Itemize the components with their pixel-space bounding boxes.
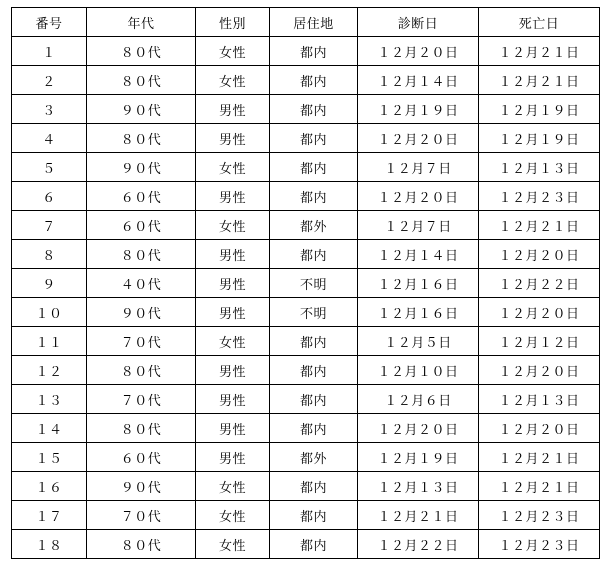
cell-sex: 男性 [196,240,270,269]
cell-diagnosis-date: １２月１０日 [358,356,479,385]
table-row [12,530,600,559]
cell-diagnosis-date: １２月２０日 [358,182,479,211]
cell-residence: 都内 [270,95,358,124]
cell-age-group: ９０代 [87,472,196,501]
cell-number: １４ [12,414,87,443]
cell-age-group: ９０代 [87,298,196,327]
table-row [12,414,600,443]
cell-number: ３ [12,95,87,124]
cell-death-date: １２月２１日 [479,472,600,501]
cell-death-date: １２月１２日 [479,327,600,356]
cell-sex: 男性 [196,124,270,153]
cell-number: ２ [12,66,87,95]
header-diagnosis-date: 診断日 [358,8,479,37]
cell-death-date: １２月２０日 [479,298,600,327]
cell-residence: 不明 [270,269,358,298]
cell-number: １５ [12,443,87,472]
cell-death-date: １２月２３日 [479,182,600,211]
header-death-date: 死亡日 [479,8,600,37]
cell-sex: 男性 [196,443,270,472]
cell-sex: 男性 [196,414,270,443]
cell-sex: 女性 [196,66,270,95]
cell-residence: 都内 [270,385,358,414]
table-row [12,240,600,269]
cell-death-date: １２月２１日 [479,443,600,472]
cell-residence: 都内 [270,501,358,530]
table-row [12,124,600,153]
cell-number: １３ [12,385,87,414]
header-residence: 居住地 [270,8,358,37]
cell-residence: 都内 [270,182,358,211]
table-body [12,37,600,559]
cell-sex: 男性 [196,298,270,327]
table-row [12,66,600,95]
cell-number: １１ [12,327,87,356]
table-row [12,356,600,385]
cell-residence: 都内 [270,66,358,95]
table-row [12,472,600,501]
table-header-row [12,8,600,37]
cell-diagnosis-date: １２月５日 [358,327,479,356]
cell-diagnosis-date: １２月１４日 [358,240,479,269]
cell-sex: 男性 [196,95,270,124]
table-row [12,182,600,211]
cell-residence: 都内 [270,414,358,443]
cell-residence: 都外 [270,443,358,472]
cell-death-date: １２月２１日 [479,211,600,240]
table-row [12,37,600,66]
cell-age-group: ８０代 [87,530,196,559]
table-row [12,269,600,298]
cell-number: １７ [12,501,87,530]
cell-diagnosis-date: １２月１９日 [358,95,479,124]
cell-number: １６ [12,472,87,501]
table-row [12,211,600,240]
cell-number: ９ [12,269,87,298]
cell-sex: 女性 [196,501,270,530]
cell-age-group: ８０代 [87,356,196,385]
cell-diagnosis-date: １２月７日 [358,211,479,240]
cell-sex: 女性 [196,327,270,356]
header-number: 番号 [12,8,87,37]
cell-diagnosis-date: １２月１６日 [358,298,479,327]
cell-residence: 不明 [270,298,358,327]
table-row [12,385,600,414]
cell-death-date: １２月１３日 [479,385,600,414]
cell-number: １８ [12,530,87,559]
cell-number: １ [12,37,87,66]
header-sex: 性別 [196,8,270,37]
cell-sex: 女性 [196,37,270,66]
table-row [12,327,600,356]
table-row [12,443,600,472]
cell-age-group: ８０代 [87,240,196,269]
cell-age-group: ８０代 [87,66,196,95]
table-row [12,95,600,124]
cell-sex: 男性 [196,385,270,414]
cell-death-date: １２月２０日 [479,414,600,443]
case-table [11,7,600,559]
cell-diagnosis-date: １２月１６日 [358,269,479,298]
cell-age-group: ９０代 [87,153,196,182]
cell-diagnosis-date: １２月１４日 [358,66,479,95]
cell-age-group: ７０代 [87,501,196,530]
cell-age-group: ９０代 [87,95,196,124]
cell-diagnosis-date: １２月６日 [358,385,479,414]
cell-sex: 男性 [196,269,270,298]
cell-age-group: ６０代 [87,182,196,211]
cell-residence: 都内 [270,356,358,385]
cell-death-date: １２月２２日 [479,269,600,298]
cell-age-group: ７０代 [87,327,196,356]
table-row [12,501,600,530]
cell-death-date: １２月１９日 [479,124,600,153]
cell-residence: 都内 [270,37,358,66]
table-row [12,298,600,327]
cell-age-group: ８０代 [87,37,196,66]
cell-age-group: ７０代 [87,385,196,414]
cell-diagnosis-date: １２月２０日 [358,414,479,443]
cell-number: ６ [12,182,87,211]
cell-death-date: １２月１９日 [479,95,600,124]
cell-death-date: １２月１３日 [479,153,600,182]
cell-residence: 都外 [270,211,358,240]
cell-diagnosis-date: １２月２０日 [358,37,479,66]
cell-number: １０ [12,298,87,327]
cell-age-group: ６０代 [87,211,196,240]
cell-diagnosis-date: １２月２１日 [358,501,479,530]
cell-residence: 都内 [270,472,358,501]
cell-number: ８ [12,240,87,269]
cell-number: ７ [12,211,87,240]
cell-diagnosis-date: １２月１９日 [358,443,479,472]
cell-number: １２ [12,356,87,385]
cell-sex: 男性 [196,356,270,385]
cell-death-date: １２月２１日 [479,37,600,66]
table-row [12,153,600,182]
cell-death-date: １２月２０日 [479,356,600,385]
cell-residence: 都内 [270,327,358,356]
cell-diagnosis-date: １２月７日 [358,153,479,182]
cell-sex: 男性 [196,182,270,211]
cell-number: ５ [12,153,87,182]
cell-sex: 女性 [196,153,270,182]
cell-diagnosis-date: １２月１３日 [358,472,479,501]
cell-residence: 都内 [270,530,358,559]
cell-diagnosis-date: １２月２２日 [358,530,479,559]
cell-residence: 都内 [270,240,358,269]
cell-diagnosis-date: １２月２０日 [358,124,479,153]
cell-age-group: ４０代 [87,269,196,298]
cell-age-group: ６０代 [87,443,196,472]
cell-sex: 女性 [196,211,270,240]
cell-number: ４ [12,124,87,153]
cell-age-group: ８０代 [87,124,196,153]
cell-death-date: １２月２０日 [479,240,600,269]
cell-death-date: １２月２３日 [479,501,600,530]
cell-sex: 女性 [196,530,270,559]
cell-death-date: １２月２１日 [479,66,600,95]
cell-death-date: １２月２３日 [479,530,600,559]
cell-age-group: ８０代 [87,414,196,443]
cell-residence: 都内 [270,153,358,182]
cell-residence: 都内 [270,124,358,153]
header-age-group: 年代 [87,8,196,37]
cell-sex: 女性 [196,472,270,501]
